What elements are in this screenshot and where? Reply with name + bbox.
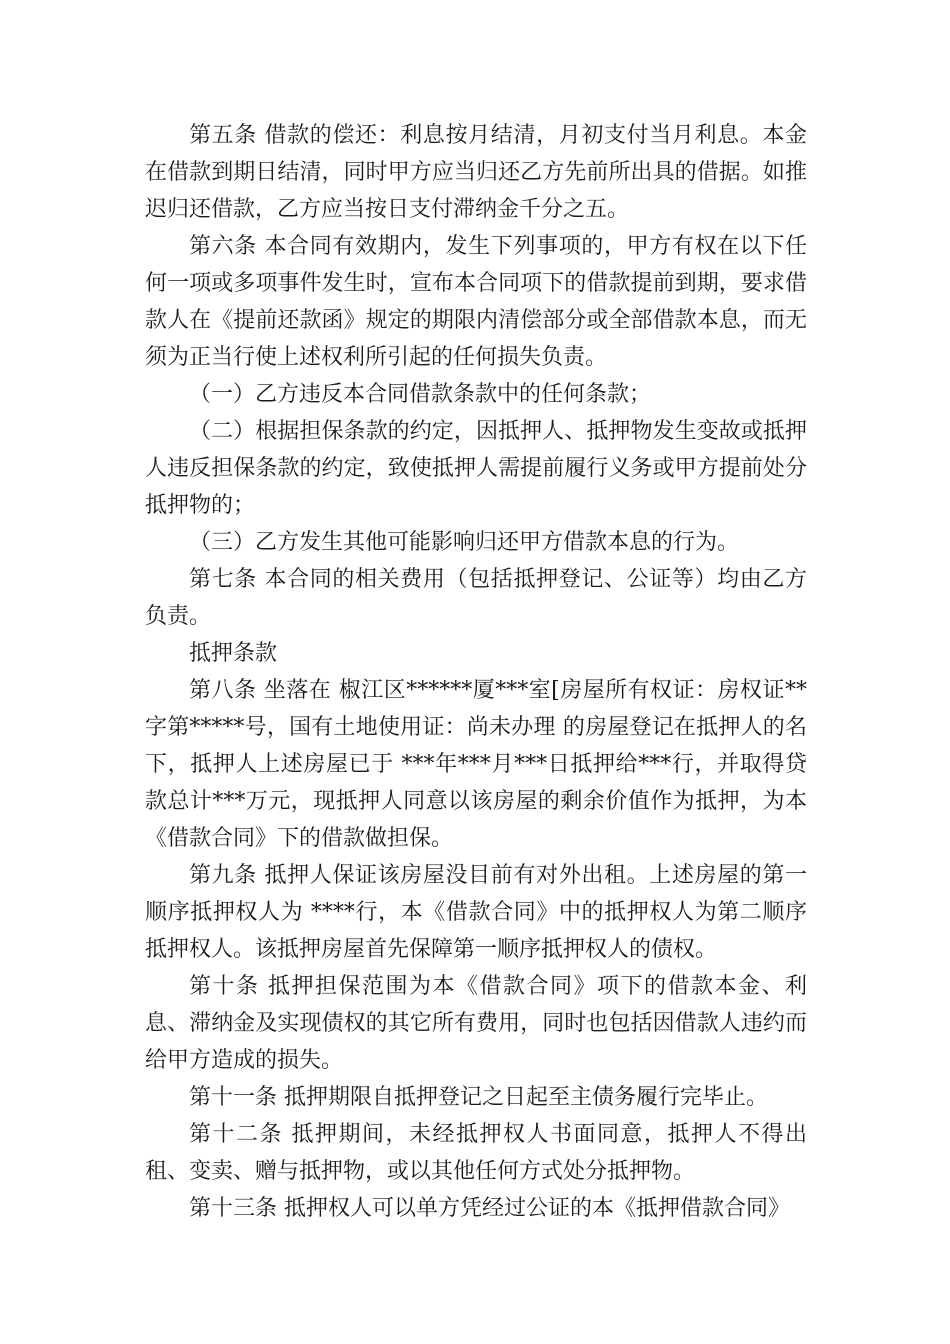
- article-11-paragraph: 第十一条 抵押期限自抵押登记之日起至主债务履行完毕止。: [189, 1085, 768, 1110]
- article-5-paragraph: 第五条 借款的偿还：利息按月结清，月初支付当月利息。本金在借款到期日结清，同时甲方应当归还乙方先前所出具的借据。如推迟归还借款，乙方应当按日支付滞纳金千分之五。: [145, 123, 807, 222]
- section-heading-mortgage-terms: 抵押条款: [189, 641, 278, 666]
- article-7-paragraph: 第七条 本合同的相关费用（包括抵押登记、公证等）均由乙方负责。: [145, 567, 807, 629]
- article-9-paragraph: 第九条 抵押人保证该房屋没目前有对外出租。上述房屋的第一顺序抵押权人为 ****行，本《借款合同》中的抵押权人为第二顺序抵押权人。该抵押房屋首先保障第一顺序抵押权人的债权。: [145, 863, 807, 962]
- article-12-paragraph: 第十二条 抵押期间，未经抵押权人书面同意，抵押人不得出租、变卖、赠与抵押物，或以其他任何方式处分抵押物。: [145, 1122, 807, 1184]
- article-10-paragraph: 第十条 抵押担保范围为本《借款合同》项下的借款本金、利息、滞纳金及实现债权的其它所有费用，同时也包括因借款人违约而给甲方造成的损失。: [145, 974, 807, 1073]
- article-6-item-3: （三）乙方发生其他可能影响归还甲方借款本息的行为。: [189, 530, 740, 555]
- document-body: [145, 117, 807, 1227]
- article-6-item-1: （一）乙方违反本合同借款条款中的任何条款；: [189, 382, 652, 407]
- article-6-paragraph: 第六条 本合同有效期内，发生下列事项的，甲方有权在以下任何一项或多项事件发生时，宣布本合同项下的借款提前到期，要求借款人在《提前还款函》规定的期限内清偿部分或全部借款本息，而无须为正当行使上述权利所引起的任何损失负责。: [145, 234, 807, 370]
- article-8-paragraph: 第八条 坐落在 椒江区******厦***室[房屋所有权证：房权证**字第*****号，国有土地使用证：尚未办理 的房屋登记在抵押人的名下，抵押人上述房屋已于 ***年***月***日抵押给***行，并取得贷款总计***万元，现抵押人同意以该房屋的剩余价值作为抵押，为本《借款合同》下的借款做担保。: [145, 678, 807, 851]
- article-13-paragraph: 第十三条 抵押权人可以单方凭经过公证的本《抵押借款合同》: [189, 1196, 790, 1221]
- article-6-item-2: （二）根据担保条款的约定，因抵押人、抵押物发生变故或抵押人违反担保条款的约定，致使抵押人需提前履行义务或甲方提前处分抵押物的；: [145, 419, 807, 518]
